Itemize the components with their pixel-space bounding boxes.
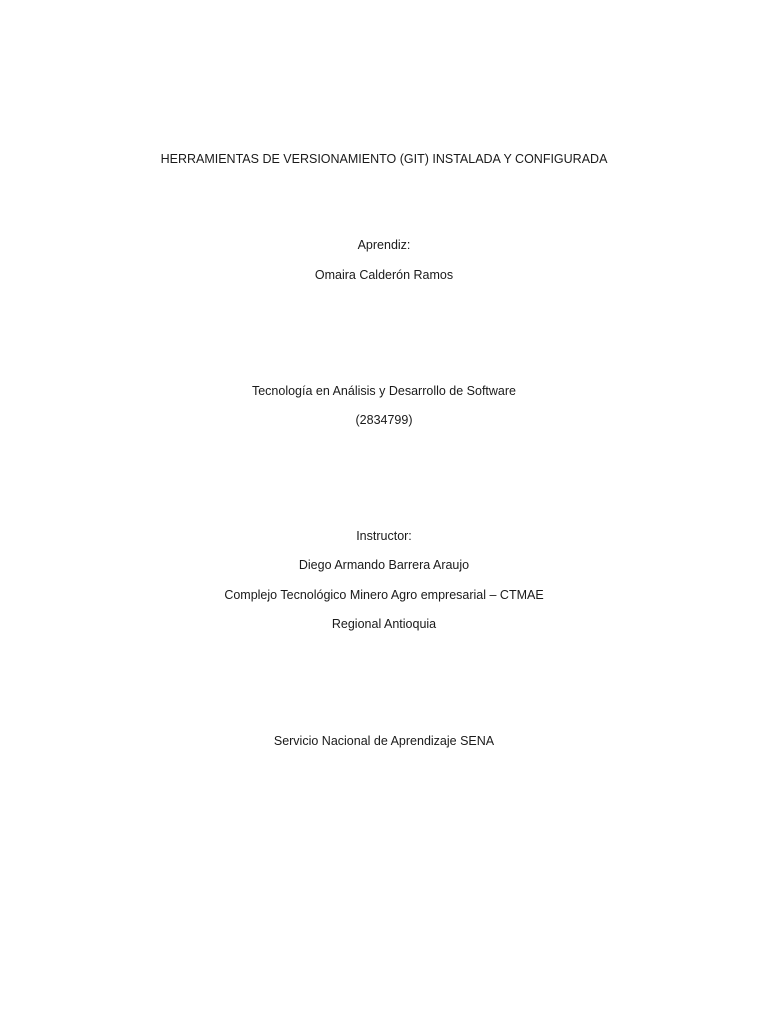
instructor-name: Diego Armando Barrera Araujo — [298, 558, 470, 572]
region-name: Regional Antioquia — [331, 617, 437, 631]
training-center: Complejo Tecnológico Minero Agro empresarial – CTMAE — [224, 588, 544, 602]
apprentice-name: Omaira Calderón Ramos — [314, 268, 454, 282]
instructor-label: Instructor: — [356, 529, 412, 543]
program-name: Tecnología en Análisis y Desarrollo de Software — [251, 384, 517, 398]
apprentice-label: Aprendiz: — [357, 238, 411, 252]
institution-name: Servicio Nacional de Aprendizaje SENA — [273, 734, 495, 748]
document-title: HERRAMIENTAS DE VERSIONAMIENTO (GIT) INSTALADA Y CONFIGURADA — [160, 152, 608, 166]
program-code: (2834799) — [355, 413, 413, 427]
